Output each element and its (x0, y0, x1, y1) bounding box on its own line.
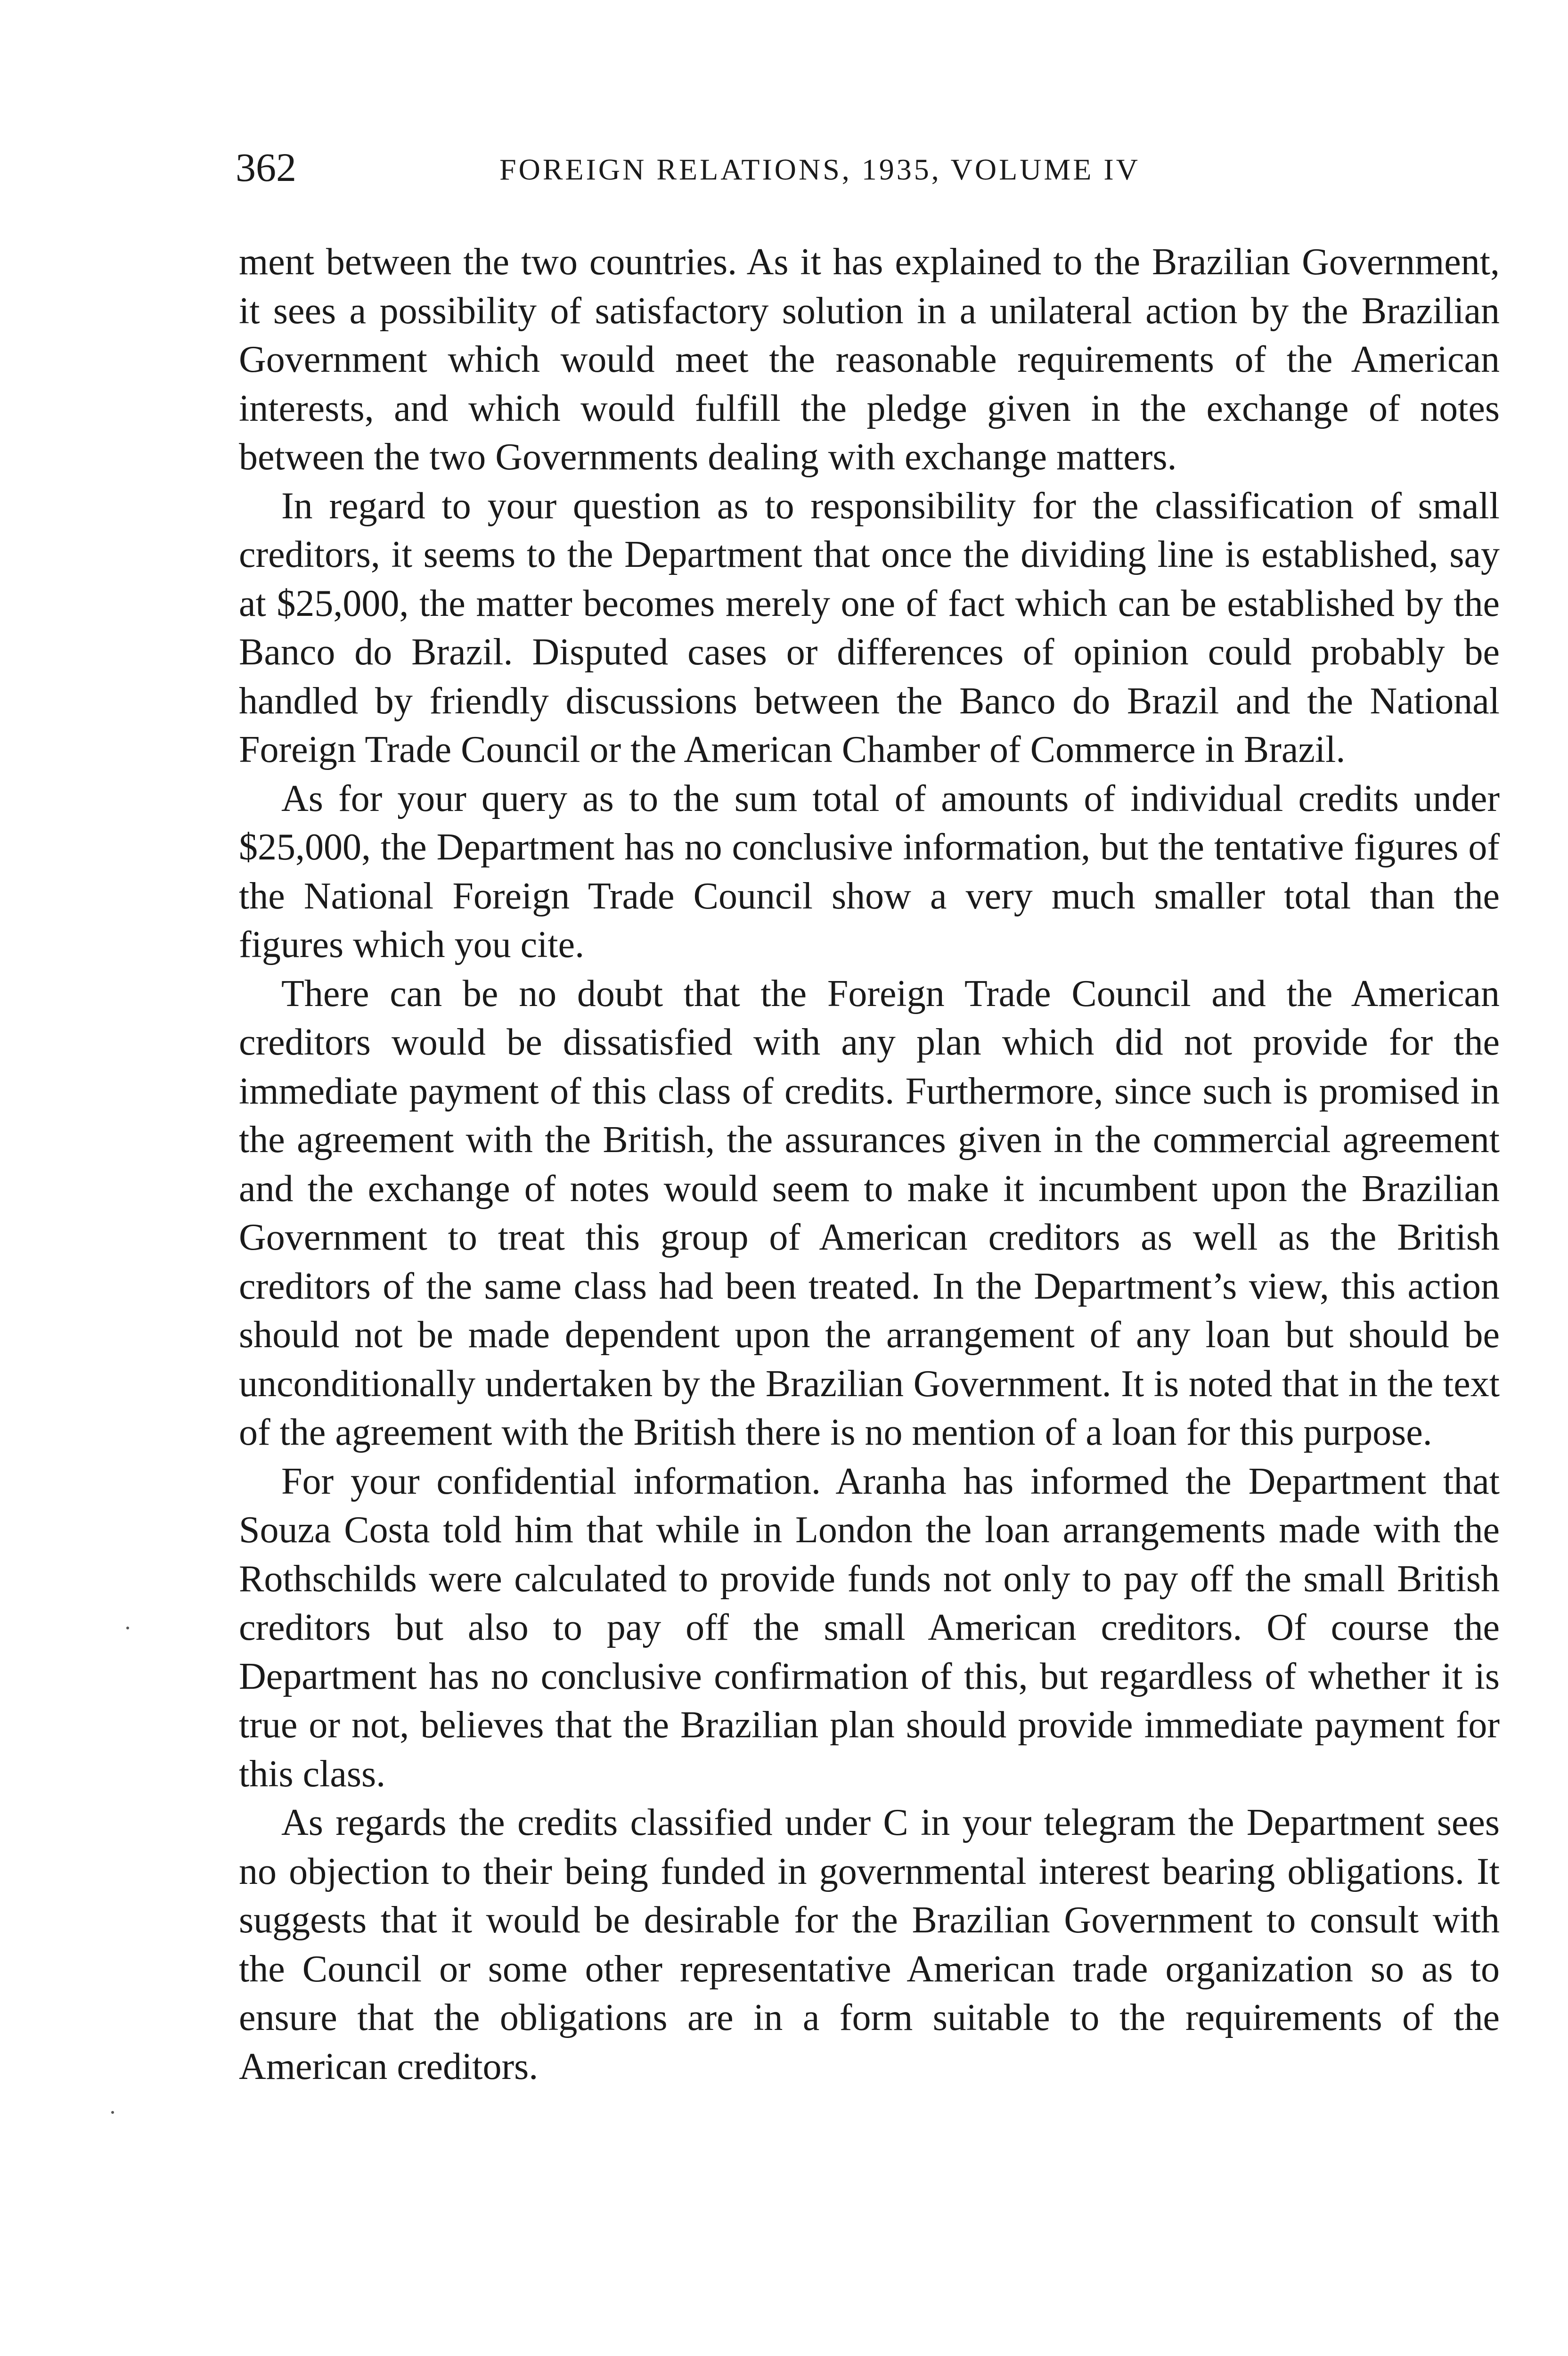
running-head (236, 141, 1522, 193)
print-speck (126, 1627, 129, 1629)
paragraph-confidential-information: For your confidential information. Aranha has informed the Department that Souza Costa told him that while in London the loan arrangements made with the Rothschilds were calculated to provide funds not only to pay off the small British creditors but also to pay off the small American creditors. Of course the Department has no conclusive confirmation of this, but regardless of whether it is true or not, believes that the Brazilian plan should provide immediate payment for this class. (239, 1460, 1500, 1795)
paragraph-immediate-payment: There can be no doubt that the Foreign Trade Council and the American creditors would be dissatisfied with any plan which did not provide for the immediate payment of this class of credits. Furthermore, since such is promised in the agreement with the British, the assurances given in the commercial agreement and the exchange of notes would seem to make it incumbent upon the Brazilian Government to treat this group of American creditors as well as the British creditors of the same class had been treated. In the Department’s view, this action should not be made dependent upon the arrangement of any loan but should be unconditionally undertaken by the Brazilian Government. It is noted that in the text of the agreement with the British there is no mention of a loan for this purpose. (239, 973, 1500, 1453)
paragraph-classification: In regard to your question as to responsibility for the classification of small creditors, it seems to the Department that once the dividing line is established, say at $25,000, the matter becomes merely one of fact which can be established by the Banco do Brazil. Disputed cases or differences of opinion could probably be handled by friendly discussions between the Banco do Brazil and the National Foreign Trade Council or the American Chamber of Commerce in Brazil. (239, 485, 1500, 770)
print-speck (111, 2111, 114, 2114)
paragraph-sum-total: As for your query as to the sum total of amounts of individual credits under $25,000, the Department has no conclusive information, but the tentative figures of the National Foreign Trade Council show a very much smaller total than the figures which you cite. (239, 777, 1500, 965)
paragraph-continuation: ment between the two countries. As it has explained to the Brazilian Government, it sees a possibility of satisfactory solution in a unilateral action by the Brazilian Government which would meet the reasonable requirements of the American interests, and which would fulfill the pledge given in the exchange of notes between the two Governments dealing with exchange matters. (239, 241, 1500, 478)
running-title: FOREIGN RELATIONS, 1935, VOLUME IV (499, 153, 1140, 186)
paragraph-credits-under-c: As regards the credits classified under C in your telegram the Department sees no objection to their being funded in governmental interest bearing obligations. It suggests that it would be desirable for the Brazilian Government to consult with the Council or some other representative American trade organization so as to ensure that the obligations are in a form suitable to the requirements of the American creditors. (239, 1802, 1500, 2087)
body-text (239, 238, 1500, 2091)
page-number: 362 (236, 145, 296, 190)
